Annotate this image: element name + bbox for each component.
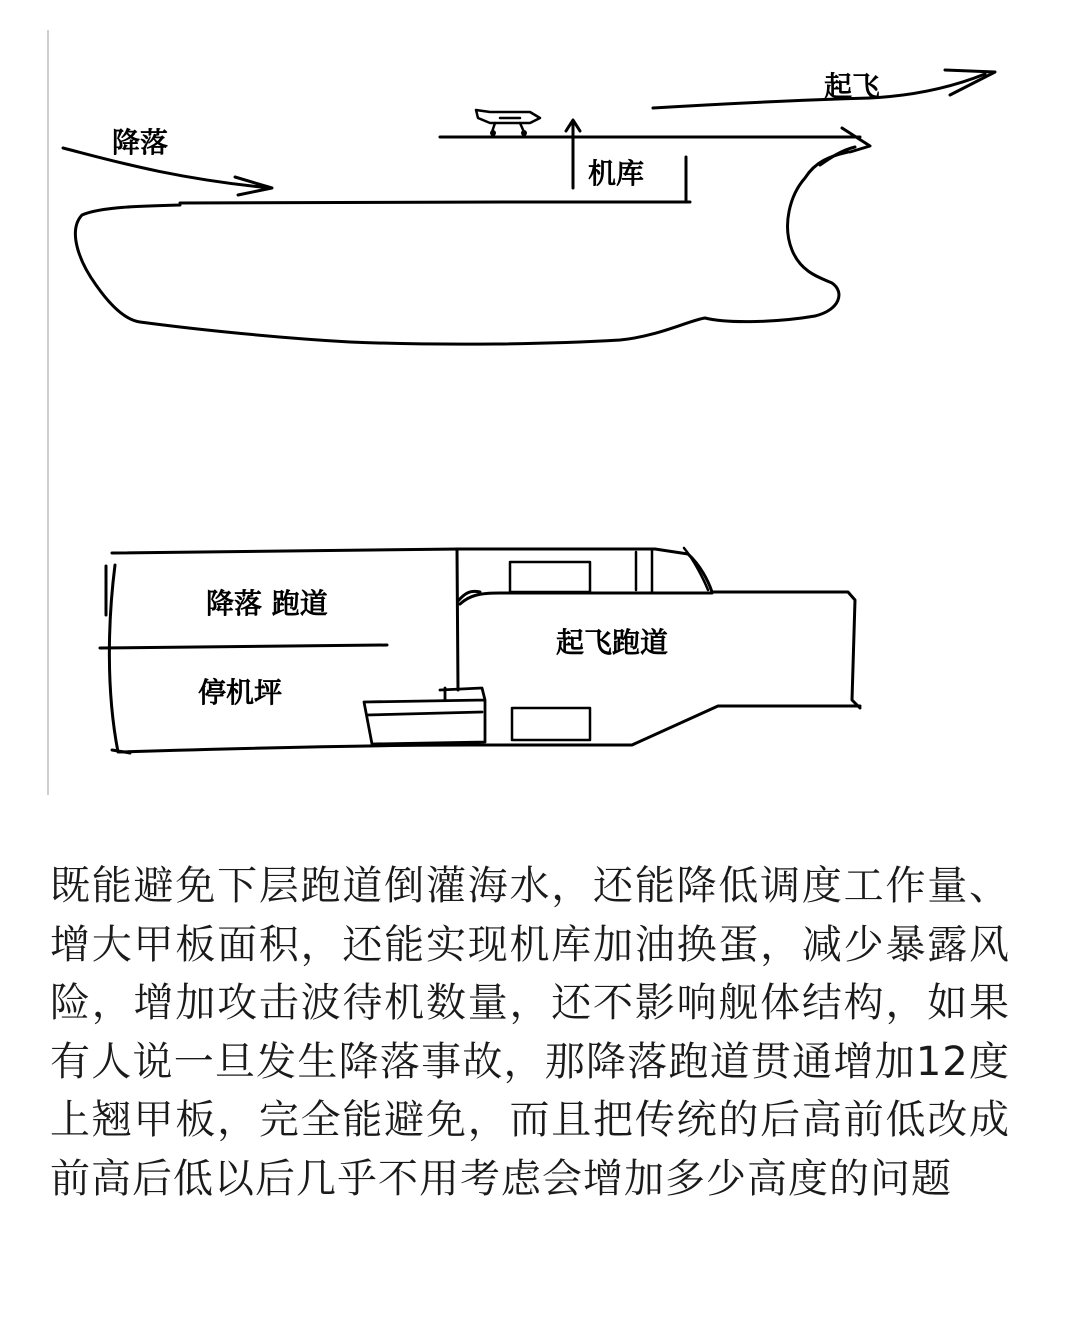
landing-parking-divider [100,645,387,648]
elevator-block [364,688,485,744]
takeoff-runway-label: 起飞跑道 [556,626,669,659]
upper-structure-box [510,562,590,592]
plane-icon [476,110,540,136]
elevator-up-arrow [566,120,580,188]
bottom-sketch [100,548,860,753]
landing-label: 降落 [112,126,169,159]
takeoff-label: 起飞 [824,70,881,103]
lower-structure-box [512,708,590,740]
hangar-label: 机库 [588,157,645,190]
parking-label: 停机坪 [198,676,283,709]
takeoff-runway-outline [457,549,712,690]
upper-deck-line [440,128,870,152]
top-hull-outline [75,152,848,344]
landing-runway-label: 降落 跑道 [206,587,328,620]
top-sketch [63,70,995,344]
caption-text: 既能避免下层跑道倒灌海水，还能降低调度工作量、增大甲板面积，还能实现机库加油换蛋，减少暴露风险，增加攻击波待机数量，还不影响舰体结构，如果有人说一旦发生降落事故，那降落跑道贯通增加12度上翘甲板，完全能避免，而且把传统的后高前低改成前高后低以后几乎不用考虑会增加多少高度的问题 [50,863,1010,1202]
upper-structure-lines [636,548,708,592]
